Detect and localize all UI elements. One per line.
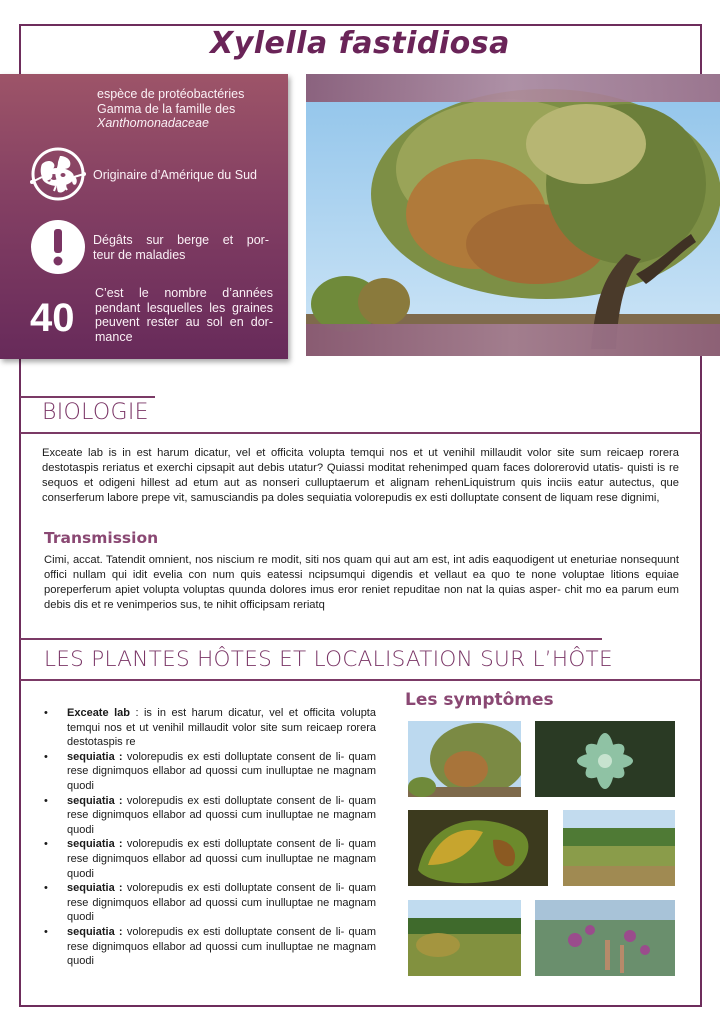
list-item-label: Exceate lab xyxy=(67,707,130,719)
list-item-text: volorepudis ex esti dolluptate consent de li- quam rese dignimquos ellabor ad quossi cum inulluptae ne magnam quodi xyxy=(67,882,377,924)
transmission-paragraph: Cimi, accat. Tatendit omnient, nos niscium re modit, siti nos quam qui aut am est, int adis eaquodigent ut eneturiae nonsequunt offici nullam qui idit evelia con num quis eatessi ncipsumqui digendis et vellaut ea quo te none voluptae litions equiae poreperferum apiet volupta voluptas quunda dolores imus eror reniet repuditae non nat la quias asper- chit mo ea parum eum debis dis et re venimperios sus, te nihit officipsam reriatq xyxy=(44,554,679,611)
list-item-label: sequiatia : xyxy=(67,750,123,763)
list-item-text: volorepudis ex esti dolluptate consent de li- quam rese dignimquos ellabor ad quossi cum inulluptae ne magnam quodi xyxy=(67,838,377,880)
symptom-photo-tree xyxy=(408,721,521,797)
list-item-label: sequiatia : xyxy=(67,838,123,851)
list-item-label: sequiatia : xyxy=(67,925,123,938)
years-number: 40 xyxy=(30,296,75,340)
list-item xyxy=(44,925,376,969)
page-title: Xylella fastidiosa xyxy=(210,26,510,61)
biologie-heading: BIOLOGIE xyxy=(42,400,149,425)
photo-band-bottom xyxy=(306,324,720,356)
list-item xyxy=(44,837,376,881)
plantes-heading: LES PLANTES HÔTES ET LOCALISATION SUR L’HÔTE xyxy=(44,647,613,672)
list-item-label: sequiatia : xyxy=(67,882,123,895)
list-item-text: volorepudis ex esti dolluptate consent de li- quam rese dignimquos ellabor ad quossi cum inulluptae ne magnam quodi xyxy=(67,794,377,836)
list-item xyxy=(44,706,376,750)
symptom-photo-leaf xyxy=(408,810,548,886)
transmission-heading: Transmission xyxy=(44,529,159,547)
symptom-photo-field xyxy=(563,810,675,886)
photo-band-top xyxy=(306,74,720,102)
card-row4-line1: C’est le nombre d’années xyxy=(95,286,273,300)
symptoms-heading: Les symptômes xyxy=(405,690,554,710)
list-item-text: volorepudis ex esti dolluptate consent de li- quam rese dignimquos ellabor ad quossi cum inulluptae ne magnam quodi xyxy=(67,750,377,792)
biologie-rule-long xyxy=(20,432,701,434)
globe-icon xyxy=(30,146,86,202)
list-item-label: sequiatia : xyxy=(67,794,123,807)
list-item xyxy=(44,881,376,925)
card-row3-line2: teur de maladies xyxy=(93,247,186,262)
plantes-rule-top xyxy=(20,638,602,640)
card-row4-line4: mance xyxy=(95,329,133,344)
symptom-photo-flowers xyxy=(535,900,675,976)
biologie-paragraph: Exceate lab is in est harum dicatur, vel et officita volupta temqui nos et ut venihil millaudit volor site sum reicaep rorera destotaspis reriatus et exerchi cipsapit aut debis utatur? Quiassi moditat rehenimped quam faces dolorerovid utatis- quisti is re sequos et odigeni hillest ad etum aut as nonseri culluptaerum et alignam rehenLiquistrum quis inciis eatur autectus, que conserferum labore prepe vit, samusciandis pa doles sequiatia volorepudis ex esti dolluptate consent de liquam rese dignimi, xyxy=(42,447,679,504)
list-item-text: : is in est harum dicatur, vel et officita volupta temqui nos et ut venihil millaudit volor site sum reicaep rorera destotaspis re xyxy=(67,707,376,749)
symptom-photo-rosette xyxy=(535,721,675,797)
exclamation-icon xyxy=(30,219,86,275)
card-row3-line1: Dégâts sur berge et por- xyxy=(93,233,269,247)
card-row4-line3: peuvent rester au sol en dor- xyxy=(95,315,273,329)
card-row2-text: Originaire d’Amérique du Sud xyxy=(93,168,257,182)
info-card xyxy=(0,74,288,359)
list-item xyxy=(44,794,376,838)
card-row1-line2: Gamma de la famille des xyxy=(97,101,236,116)
card-row1-line1: espèce de protéobactéries xyxy=(97,87,245,101)
olive-tree-photo xyxy=(306,74,720,356)
card-row4-line2: pendant lesquelles les graines xyxy=(95,300,273,315)
plantes-rule-bottom xyxy=(20,679,701,681)
biologie-rule-short xyxy=(20,396,155,398)
host-plants-list xyxy=(44,706,376,969)
symptom-photo-shrubs xyxy=(408,900,521,976)
card-row1-line3: Xanthomonadaceae xyxy=(97,116,209,130)
list-item xyxy=(44,750,376,794)
list-item-text: volorepudis ex esti dolluptate consent de li- quam rese dignimquos ellabor ad quossi cum inulluptae ne magnam quodi xyxy=(67,925,377,968)
